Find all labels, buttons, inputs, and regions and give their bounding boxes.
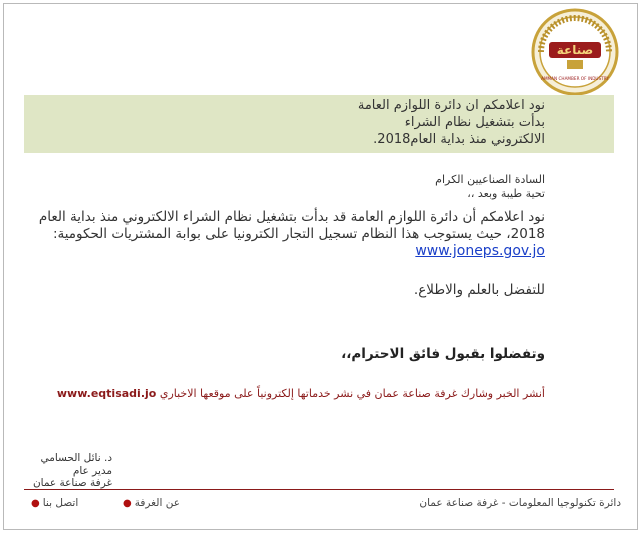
contact-link[interactable] <box>28 497 78 509</box>
svg-text:AMMAN CHAMBER OF INDUSTRY: AMMAN CHAMBER OF INDUSTRY <box>541 76 609 81</box>
bullet-icon: ● <box>31 498 40 509</box>
about-link[interactable] <box>120 497 180 509</box>
greeting-line-2: تحية طيبة وبعد ،، <box>467 187 545 200</box>
about-label: عن الغرفة <box>134 497 180 509</box>
footer-divider <box>24 489 614 490</box>
joneps-link[interactable]: www.joneps.gov.jo <box>415 243 545 259</box>
headline-line-3: الالكتروني منذ بداية العام2018. <box>373 132 545 147</box>
body-text: نود اعلامكم أن دائرة اللوازم العامة قد بدأت بتشغيل نظام الشراء الالكتروني منذ بداية العام 2018، حيث يستوجب هذا النظام تسجيل التجار الكترونيا على بوابة المشتريات الحكومية: <box>38 209 545 242</box>
greeting <box>435 173 545 201</box>
headline <box>145 97 545 148</box>
eqtisadi-link[interactable]: www.eqtisadi.jo <box>56 387 157 400</box>
signature-org: غرفة صناعة عمان <box>32 477 112 489</box>
share-line <box>57 387 545 400</box>
bullet-icon: ● <box>123 498 132 509</box>
headline-line-2: بدأت بتشغيل نظام الشراء <box>404 115 545 130</box>
body-paragraph <box>35 209 545 260</box>
note: للتفضل بالعلم والاطلاع. <box>413 282 545 298</box>
footer-department: دائرة تكنولوجيا المعلومات - غرفة صناعة عمان <box>419 497 621 509</box>
share-text: أنشر الخبر وشارك غرفة صناعة عمان في نشر خدماتها إلكترونياً على موقعها الاخباري <box>159 387 545 400</box>
regards: وتفضلوا بقبول فائق الاحترام،، <box>341 346 545 362</box>
signature-title: مدير عام <box>72 464 112 477</box>
signature-name: د. نائل الحسامي <box>40 452 112 464</box>
signature <box>24 452 112 490</box>
svg-text:صناعة: صناعة <box>556 43 594 57</box>
chamber-seal-icon <box>531 8 619 96</box>
chamber-logo <box>531 8 619 96</box>
headline-line-1: نود اعلامكم ان دائرة اللوازم العامة <box>357 98 545 113</box>
contact-label: اتصل بنا <box>42 497 79 509</box>
greeting-line-1: السادة الصناعيين الكرام <box>435 173 545 186</box>
